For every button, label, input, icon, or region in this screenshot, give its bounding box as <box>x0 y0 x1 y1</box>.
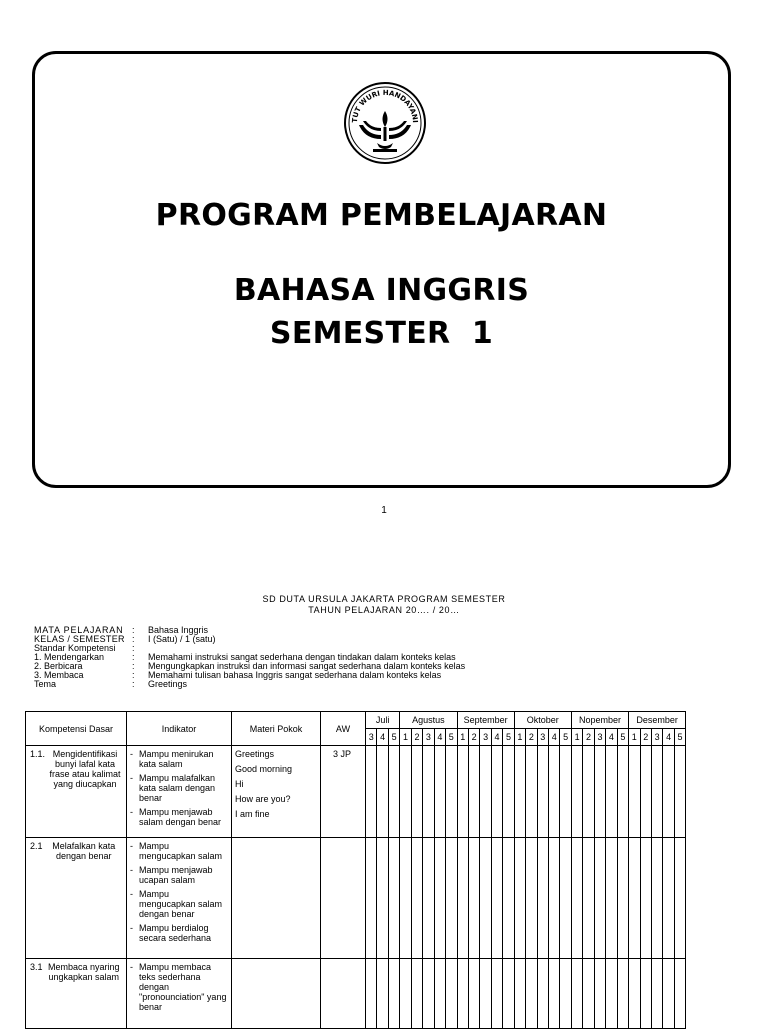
kd-text: Melafalkan kata dengan benar <box>52 841 116 861</box>
aw-cell <box>321 838 366 959</box>
week-cell <box>388 746 399 838</box>
header-kompetensi-dasar: Kompetensi Dasar <box>26 712 127 746</box>
week-header: 5 <box>446 729 457 746</box>
indikator-item: - Mampu menjawab ucapan salam <box>130 865 228 885</box>
week-cell <box>549 838 560 959</box>
week-cell <box>377 746 388 838</box>
week-cell <box>366 838 377 959</box>
meta-colon: : <box>132 652 135 662</box>
indikator-item: - Mampu mengucapkan salam dengan benar <box>130 889 228 919</box>
indikator-item: - Mampu malafalkan kata salam dengan benar <box>130 773 228 803</box>
week-cell <box>594 838 605 959</box>
week-header: 4 <box>491 729 502 746</box>
table-row <box>26 959 686 1029</box>
week-header: 5 <box>388 729 399 746</box>
week-cell <box>560 746 571 838</box>
week-cell <box>629 959 640 1029</box>
kd-text: Membaca nyaring ungkapkan salam <box>47 962 120 982</box>
materi-pokok-cell <box>232 959 321 1029</box>
school-header: SD DUTA URSULA JAKARTA PROGRAM SEMESTER <box>262 594 506 604</box>
week-cell <box>526 838 537 959</box>
week-cell <box>606 959 617 1029</box>
week-cell <box>594 959 605 1029</box>
week-header: 1 <box>400 729 411 746</box>
meta-label: 3. Membaca <box>34 670 84 680</box>
week-cell <box>651 838 662 959</box>
week-cell <box>560 838 571 959</box>
week-header: 2 <box>640 729 651 746</box>
week-cell <box>537 838 548 959</box>
week-cell <box>457 838 468 959</box>
meta-label: 2. Berbicara <box>34 661 83 671</box>
week-cell <box>411 959 422 1029</box>
week-cell <box>583 959 594 1029</box>
week-cell <box>514 959 525 1029</box>
week-cell <box>606 746 617 838</box>
meta-colon: : <box>132 643 135 653</box>
month-header: Nopember <box>571 712 628 729</box>
week-cell <box>571 959 582 1029</box>
month-header: September <box>457 712 514 729</box>
header-aw: AW <box>321 712 366 746</box>
week-cell <box>468 838 479 959</box>
week-cell <box>526 959 537 1029</box>
week-cell <box>674 959 685 1029</box>
week-cell <box>503 746 514 838</box>
materi-pokok-cell <box>232 838 321 959</box>
week-cell <box>411 838 422 959</box>
week-cell <box>514 838 525 959</box>
indikator-item: - Mampu menirukan kata salam <box>130 749 228 769</box>
week-header: 4 <box>377 729 388 746</box>
week-cell <box>446 959 457 1029</box>
table-header-row <box>26 712 686 729</box>
cover-frame <box>32 51 731 488</box>
week-cell <box>617 959 628 1029</box>
week-cell <box>503 959 514 1029</box>
week-header: 1 <box>571 729 582 746</box>
week-cell <box>640 959 651 1029</box>
meta-colon: : <box>132 634 135 644</box>
week-header: 2 <box>468 729 479 746</box>
week-header: 1 <box>514 729 525 746</box>
meta-colon: : <box>132 661 135 671</box>
week-cell <box>629 838 640 959</box>
indikator-cell <box>127 746 232 838</box>
week-cell <box>583 838 594 959</box>
week-header: 5 <box>617 729 628 746</box>
week-header: 1 <box>457 729 468 746</box>
week-header: 3 <box>594 729 605 746</box>
kompetensi-dasar-cell <box>26 838 127 959</box>
week-cell <box>674 838 685 959</box>
logo-text: TUT WURI HANDAYANI <box>350 88 420 124</box>
week-header: 4 <box>663 729 674 746</box>
meta-label: Tema <box>34 679 57 689</box>
month-header: Agustus <box>400 712 457 729</box>
indikator-item: - Mampu mengucapkan salam <box>130 841 228 861</box>
week-cell <box>549 959 560 1029</box>
materi-item: Good morning <box>235 764 293 774</box>
week-cell <box>366 959 377 1029</box>
week-cell <box>411 746 422 838</box>
week-header: 3 <box>366 729 377 746</box>
cover-semester: SEMESTER 1 <box>269 316 494 351</box>
indikator-cell <box>127 838 232 959</box>
week-cell <box>446 746 457 838</box>
indikator-item: - Mampu menjawab salam dengan benar <box>130 807 228 827</box>
kompetensi-dasar-cell <box>26 746 127 838</box>
week-cell <box>491 959 502 1029</box>
week-cell <box>491 746 502 838</box>
meta-value: Bahasa Inggris <box>148 625 209 635</box>
week-cell <box>606 838 617 959</box>
week-cell <box>617 746 628 838</box>
kd-number: 3.1 <box>30 962 43 972</box>
week-cell <box>434 746 445 838</box>
week-cell <box>480 959 491 1029</box>
week-cell <box>571 838 582 959</box>
week-cell <box>674 746 685 838</box>
kd-number: 1.1. <box>30 749 46 759</box>
kd-text: Mengidentifikasi bunyi lafal kata frase atau kalimat yang diucapkan <box>49 749 121 789</box>
week-cell <box>617 838 628 959</box>
week-cell <box>663 746 674 838</box>
week-header: 5 <box>503 729 514 746</box>
week-cell <box>480 746 491 838</box>
table-row <box>26 746 686 838</box>
table-row <box>26 838 686 959</box>
month-header: Juli <box>366 712 400 729</box>
week-cell <box>491 838 502 959</box>
week-cell <box>423 746 434 838</box>
week-header: 3 <box>651 729 662 746</box>
week-cell <box>537 746 548 838</box>
meta-value: I (Satu) / 1 (satu) <box>148 634 216 644</box>
program-semester-table <box>25 711 686 1029</box>
meta-label: 1. Mendengarkan <box>34 652 105 662</box>
week-cell <box>377 959 388 1029</box>
meta-value: Mengungkapkan instruksi dan informasi sangat sederhana dalam konteks kelas <box>148 661 466 671</box>
week-header: 2 <box>583 729 594 746</box>
materi-item: I am fine <box>235 809 270 819</box>
week-header: 1 <box>629 729 640 746</box>
meta-colon: : <box>132 679 135 689</box>
meta-value: Greetings <box>148 679 188 689</box>
week-cell <box>583 746 594 838</box>
week-cell <box>388 838 399 959</box>
meta-label: Standar Kompetensi <box>34 643 116 653</box>
aw-cell <box>321 959 366 1029</box>
week-cell <box>480 838 491 959</box>
month-header: Desember <box>629 712 686 729</box>
week-cell <box>434 959 445 1029</box>
week-cell <box>468 746 479 838</box>
indikator-item: - Mampu membaca teks sederhana dengan "pronounciation" yang benar <box>130 962 228 1012</box>
week-cell <box>651 959 662 1029</box>
week-cell <box>663 838 674 959</box>
week-header: 5 <box>560 729 571 746</box>
kompetensi-dasar-cell <box>26 959 127 1029</box>
materi-item: Greetings <box>235 749 275 759</box>
tut-wuri-handayani-logo <box>343 81 427 165</box>
week-header: 4 <box>549 729 560 746</box>
cover-title: PROGRAM PEMBELAJARAN <box>155 198 608 233</box>
week-cell <box>503 838 514 959</box>
week-cell <box>629 746 640 838</box>
week-cell <box>366 746 377 838</box>
meta-label: KELAS / SEMESTER <box>34 634 125 644</box>
week-cell <box>537 959 548 1029</box>
week-cell <box>594 746 605 838</box>
meta-label: MATA PELAJARAN <box>34 625 124 635</box>
week-cell <box>400 959 411 1029</box>
meta-colon: : <box>132 625 135 635</box>
page-number: 1 <box>381 505 387 516</box>
meta-colon: : <box>132 670 135 680</box>
materi-pokok-cell <box>232 746 321 838</box>
week-cell <box>571 746 582 838</box>
week-header: 5 <box>674 729 685 746</box>
week-cell <box>457 746 468 838</box>
meta-value: Memahami instruksi sangat sederhana dengan tindakan dalam konteks kelas <box>148 652 456 662</box>
week-cell <box>549 746 560 838</box>
week-header: 4 <box>606 729 617 746</box>
materi-item: How are you? <box>235 794 291 804</box>
week-cell <box>457 959 468 1029</box>
kd-number: 2.1 <box>30 841 43 851</box>
header-materi-pokok: Materi Pokok <box>232 712 321 746</box>
aw-cell: 3 JP <box>321 746 366 838</box>
week-cell <box>468 959 479 1029</box>
week-cell <box>651 746 662 838</box>
week-cell <box>388 959 399 1029</box>
week-cell <box>377 838 388 959</box>
week-cell <box>400 838 411 959</box>
month-header: Oktober <box>514 712 571 729</box>
week-header: 3 <box>423 729 434 746</box>
week-cell <box>423 959 434 1029</box>
week-cell <box>400 746 411 838</box>
indikator-item: - Mampu berdialog secara sederhana <box>130 923 228 943</box>
week-header: 4 <box>434 729 445 746</box>
indikator-cell <box>127 959 232 1029</box>
week-header: 2 <box>526 729 537 746</box>
week-cell <box>560 959 571 1029</box>
week-header: 3 <box>537 729 548 746</box>
week-cell <box>640 746 651 838</box>
cover-subject: BAHASA INGGRIS <box>233 273 530 308</box>
week-cell <box>526 746 537 838</box>
week-cell <box>663 959 674 1029</box>
week-cell <box>640 838 651 959</box>
week-cell <box>423 838 434 959</box>
header-indikator: Indikator <box>127 712 232 746</box>
meta-value: Memahami tulisan bahasa Inggris sangat sederhana dalam konteks kelas <box>148 670 442 680</box>
academic-year: TAHUN PELAJARAN 20…. / 20… <box>308 605 460 615</box>
week-header: 2 <box>411 729 422 746</box>
week-cell <box>434 838 445 959</box>
materi-item: Hi <box>235 779 244 789</box>
week-header: 3 <box>480 729 491 746</box>
week-cell <box>514 746 525 838</box>
week-cell <box>446 838 457 959</box>
